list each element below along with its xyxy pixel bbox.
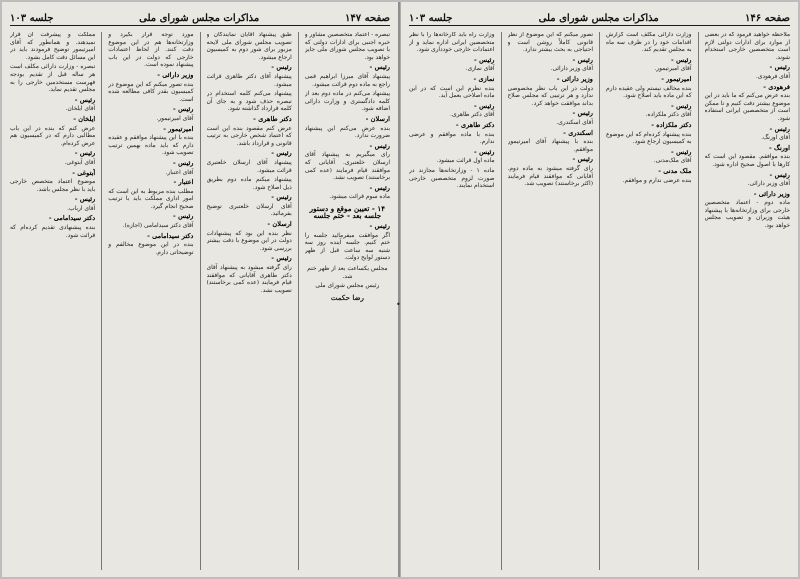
right-column-1 bbox=[705, 32, 791, 570]
speaker-name: رئیس - bbox=[671, 147, 692, 156]
paragraph: آقای دکتر سیدامامی (اجازه). bbox=[122, 223, 194, 230]
paragraph: دولت در این باب نظر مخصوصی ندارد و هر ترتیبی که مجلس صلاح بداند موافقت خواهد کرد. bbox=[507, 85, 593, 107]
speaker-name: رئیس - bbox=[271, 63, 292, 72]
speaker-name: امیرتیمور - bbox=[661, 74, 692, 83]
speaker-name: آبتوغی - bbox=[72, 168, 96, 177]
speaker-name: فرهودی - bbox=[763, 82, 790, 91]
paragraph: آقای دکتر ملکزاده. bbox=[645, 112, 692, 119]
right-header-session: جلسه ۱۰۳ bbox=[409, 13, 453, 24]
paragraph: ماده سوم قرائت میشود. bbox=[329, 194, 390, 201]
speaker-name: دکتر طاهری - bbox=[455, 120, 495, 129]
paragraph: آقای دکتر طاهری. bbox=[450, 112, 495, 119]
center-note: رئیس مجلس شورای ملی bbox=[315, 282, 380, 290]
paragraph: رای گرفته میشود به پیشنهاد آقای دکتر طاهری آقایانی که موافقند قیام فرمایند (عده کمی برخاستند) تصویب نشد. bbox=[206, 265, 292, 294]
speaker-name: رئیس - bbox=[671, 55, 692, 64]
paragraph: آقای نمازی. bbox=[465, 66, 495, 73]
column-rule bbox=[599, 32, 600, 570]
paragraph: ملاحظه خواهید فرمود که در بعضی از موارد برای ادارات دولتی لازم است متخصصین خارجی استخدام شوند. bbox=[704, 32, 790, 61]
speaker-name: رئیس - bbox=[572, 55, 593, 64]
paragraph: پیشنهاد می‌کنم در ماده دوم بعد از کلمه دادگستری و وزارت دارائی اضافه شود. bbox=[304, 91, 390, 113]
speaker-name: اعتبار - bbox=[173, 178, 194, 187]
speaker-name: دکتر سیدامامی - bbox=[147, 231, 194, 240]
paragraph: بنده تصور میکنم که این موضوع در کمیسیون بقدر کافی مطالعه شده است. bbox=[108, 81, 194, 103]
speaker-name: رئیس - bbox=[369, 183, 390, 192]
paragraph: تبصره - وزارت دارائی مکلف است هر ساله قبل از تقدیم بودجه فهرست مستخدمین خارجی را به مجلس تقدیم نماید. bbox=[10, 64, 96, 94]
speaker-name: رئیس - bbox=[369, 63, 390, 72]
paragraph: آقای امیرتیمور. bbox=[654, 66, 692, 73]
speaker-name: اسکندری - bbox=[563, 128, 593, 137]
left-column-2 bbox=[207, 32, 292, 570]
speaker-name: رئیس - bbox=[74, 95, 96, 104]
paragraph: بنده با ماده موافقم و عرضی ندارم. bbox=[409, 131, 495, 146]
paragraph: بنده عرضی ندارم و موافقم. bbox=[622, 177, 692, 184]
section-title: ۱۴ - تعیین موقع و دستور جلسه بعد - ختم جلسه bbox=[309, 203, 386, 221]
paragraph: نظر بنده این بود که پیشنهادات دولت در این موضوع با دقت بیشتر بررسی شود. bbox=[206, 230, 292, 252]
speaker-name: ارسلان - bbox=[267, 220, 292, 229]
paragraph: رای میگیریم به پیشنهاد آقای ارسلان خلعتبری. آقایانی که موافقند قیام فرمایند (عده کمی برخاستند) تصویب نشد. bbox=[304, 152, 390, 182]
paragraph: آقای فرهودی. bbox=[755, 73, 790, 80]
left-page bbox=[2, 2, 400, 577]
column-rule bbox=[200, 32, 201, 570]
speaker-name: رئیس - bbox=[474, 55, 495, 64]
paragraph: مملکت و پیشرفت آن قرار نمیدهند. و همانطور که آقای امیرتیمور توضیح فرمودند باید در این مسائل دقت کامل بشود. bbox=[10, 32, 96, 61]
paragraph: مطلب بنده مربوط به این است که امور اداری مملکت باید با ترتیب صحیح انجام گیرد. bbox=[108, 188, 194, 210]
speaker-name: دکتر طاهری - bbox=[253, 114, 292, 123]
right-page-columns bbox=[409, 32, 790, 570]
speaker-name: ایلخان - bbox=[73, 114, 96, 123]
paragraph: اگر موافقت میفرمائید جلسه را ختم کنیم. جلسه آینده روز سه شنبه سه ساعت قبل از ظهر دستور لوایح دولت. bbox=[304, 232, 390, 262]
paragraph: پیشنهاد آقای دکتر طاهری قرائت میشود. bbox=[206, 73, 292, 88]
paragraph: آقای اعتبار. bbox=[165, 169, 194, 176]
paragraph: پیشنهاد میکنم ماده دوم بطریق ذیل اصلاح شود. bbox=[206, 177, 292, 191]
speaker-name: رئیس - bbox=[74, 195, 96, 204]
speaker-name: ارسلان - bbox=[365, 114, 390, 123]
binding-mark: • bbox=[396, 300, 401, 309]
left-column-3 bbox=[108, 32, 193, 570]
paragraph: تصور میکنم که این موضوع از نظر قانونی کاملاً روشن است و احتیاجی به بحث بیشتر ندارد. bbox=[507, 32, 593, 54]
speaker-name: رئیس - bbox=[671, 101, 692, 110]
paragraph: وزارت دارائی مکلف است گزارش اقدامات خود را در ظرف سه ماه به مجلس تقدیم کند. bbox=[606, 32, 692, 54]
left-page-header bbox=[10, 8, 390, 26]
paragraph: بنده موافقم. مقصود این است که کارها با اصول صحیح اداره شود. bbox=[704, 154, 790, 168]
paragraph: آقای ارباب. bbox=[67, 205, 96, 212]
left-column-4 bbox=[10, 32, 95, 570]
paragraph: آقای امیرتیمور. bbox=[156, 115, 194, 122]
speaker-name: وزیر دارائی - bbox=[753, 189, 790, 198]
speaker-name: دکتر ملکزاده - bbox=[651, 120, 692, 129]
paragraph: ماده دوم - اعتماد متخصصین خارجی برای وزارتخانه‌ها با پیشنهاد هیئت وزیران و تصویب مجلس خواهد بود. bbox=[704, 200, 790, 230]
paragraph: بنده عرض می‌کنم که ما باید در این موضوع بیشتر دقت کنیم و تا ممکن است از متخصصین ایرانی استفاده شود. bbox=[704, 93, 790, 122]
speaker-name: رئیس - bbox=[173, 212, 194, 221]
paragraph: مورد توجه قرار بگیرد و وزارتخانه‌ها هم در این موضوع دقت کنند. از لحاظ اعتمادات خارجی که دولت در این باب پیشنهاد نموده است. bbox=[108, 32, 194, 69]
column-rule bbox=[501, 32, 502, 570]
paragraph: بنده عرض می‌کنم این پیشنهاد ضرورت ندارد. bbox=[304, 125, 390, 140]
paragraph: رای گرفته میشود به ماده دوم. آقایانی که موافقند قیام فرمایند (اکثر برخاستند) تصویب شد. bbox=[507, 165, 593, 188]
speaker-name: وزیر دارائی - bbox=[157, 70, 194, 79]
speaker-name: رئیس - bbox=[271, 149, 292, 158]
paragraph: پیشنهاد می‌کنم کلمه استخدام در تبصره حذف شود و به جای آن کلمه قرارداد گذاشته شود. bbox=[206, 91, 292, 113]
paragraph: ماده ۱ - وزارتخانه‌ها مجازند در صورت لزوم متخصصین خارجی استخدام نمایند. bbox=[409, 167, 495, 190]
left-column-1 bbox=[305, 32, 390, 570]
speaker-name: رئیس - bbox=[369, 222, 390, 231]
speaker-name: رئیس - bbox=[572, 155, 593, 164]
speaker-name: رئیس - bbox=[769, 170, 790, 179]
speaker-name: رئیس - bbox=[271, 193, 292, 202]
paragraph: بنده با این پیشنهاد موافقم و عقیده دارم که باید ماده بهمین ترتیب تصویب شود. bbox=[108, 135, 194, 157]
right-page-header bbox=[409, 8, 790, 26]
column-rule bbox=[101, 32, 102, 570]
paragraph: بنده در این موضوع مخالفم و توضیحاتی دارم. bbox=[108, 242, 194, 256]
speaker-name: نمازی - bbox=[473, 74, 495, 83]
speaker-name: رئیس - bbox=[271, 254, 292, 263]
paragraph: عرض کنم که بنده در این باب مطالبی دارم که در کمیسیون هم عرض کرده‌ام. bbox=[10, 125, 96, 147]
paragraph: آقای اورنگ. bbox=[761, 135, 790, 142]
right-column-3 bbox=[508, 32, 594, 570]
speaker-name: وزیر دارائی - bbox=[556, 74, 593, 83]
right-column-2 bbox=[606, 32, 692, 570]
speaker-name: رئیس - bbox=[769, 63, 790, 72]
right-header-title: مذاکرات مجلس شورای ملی bbox=[538, 13, 659, 24]
paragraph: آقای اسکندری. bbox=[556, 119, 593, 126]
center-note: مجلس یکساعت بعد از ظهر ختم شد. bbox=[307, 265, 388, 280]
speaker-name: امیرتیمور - bbox=[163, 124, 194, 133]
paragraph: تبصره - اعتماد متخصصین مشاور و خبره اجنبی برای ادارات دولتی که با تصویب مجلس شورای ملی جایز خواهد بود. bbox=[304, 32, 390, 61]
paragraph: آقای وزیر دارائی. bbox=[747, 181, 790, 188]
right-column-4 bbox=[409, 32, 495, 570]
paragraph: بنده نظرم این است که در این ماده اصلاحی بعمل آید. bbox=[409, 85, 495, 100]
paragraph: وزارت راه باید کارخانه‌ها را با نظر متخصصین ایرانی اداره نماید و از اعتمادات خارجی خودداری شود. bbox=[409, 32, 495, 54]
speaker-name: رئیس - bbox=[474, 147, 495, 156]
paragraph: ماده اول قرائت میشود. bbox=[436, 158, 495, 165]
column-rule bbox=[298, 32, 299, 570]
speaker-name: رئیس - bbox=[74, 149, 96, 158]
paragraph: پیشنهاد آقای میرزا ابراهیم قمی راجع به ماده دوم قرائت میشود. bbox=[304, 73, 390, 88]
paragraph: آقای ایلخان. bbox=[65, 106, 96, 113]
paragraph: آقای وزیر دارائی. bbox=[550, 66, 593, 73]
speaker-name: اورنگ - bbox=[769, 143, 790, 152]
paragraph: بنده مخالف نیستم ولی عقیده دارم که این ماده باید اصلاح شود. bbox=[606, 85, 692, 100]
column-rule bbox=[698, 32, 699, 570]
paragraph: آقای ملک‌مدنی. bbox=[653, 158, 692, 165]
left-header-session: جلسه ۱۰۳ bbox=[10, 13, 54, 24]
paragraph: طبق پیشنهاد آقایان نمایندگان و تصویب مجلس شورای ملی لایحه مزبور برای شور دوم به کمیسیون ارجاع میشود. bbox=[206, 32, 292, 61]
speaker-name: رئیس - bbox=[572, 109, 593, 118]
right-page bbox=[400, 2, 798, 577]
speaker-name: رئیس - bbox=[474, 101, 495, 110]
paragraph: بنده با پیشنهاد آقای امیرتیمور موافقم. bbox=[507, 139, 593, 153]
paragraph: آقای ارسلان خلعتبری توضیح بفرمائید. bbox=[206, 203, 292, 218]
paragraph: آقای آبتوغی. bbox=[64, 159, 96, 166]
left-page-columns bbox=[10, 32, 390, 570]
paragraph: موضوع اعتماد متخصص خارجی باید با نظر مجلس باشد. bbox=[10, 179, 96, 193]
paragraph: بنده پیشنهاد کرده‌ام که این موضوع به کمیسیون ارجاع شود. bbox=[606, 131, 692, 146]
paragraph: بنده پیشنهادی تقدیم کرده‌ام که قرائت شود. bbox=[10, 225, 96, 239]
speaker-name: رئیس - bbox=[369, 141, 390, 150]
right-header-page-number: صفحه ۱۴۶ bbox=[745, 13, 790, 24]
speaker-name: ملک مدنی - bbox=[658, 166, 692, 175]
left-header-title: مذاکرات مجلس شورای ملی bbox=[139, 13, 260, 24]
speaker-name: رئیس - bbox=[173, 158, 194, 167]
signature: رضا حکمت bbox=[330, 292, 364, 302]
speaker-name: دکتر سیدامامی - bbox=[48, 214, 96, 223]
paragraph: عرض کنم مقصود بنده این است که اعتماد شخص خارجی به ترتیب قانونی و قرارداد باشد. bbox=[206, 125, 292, 147]
speaker-name: رئیس - bbox=[173, 105, 194, 114]
paragraph: پیشنهاد آقای ارسلان خلعتبری قرائت میشود. bbox=[206, 159, 292, 174]
left-header-page-number: صفحه ۱۴۷ bbox=[345, 13, 390, 24]
newspaper-spread bbox=[2, 2, 798, 577]
speaker-name: رئیس - bbox=[769, 124, 790, 133]
